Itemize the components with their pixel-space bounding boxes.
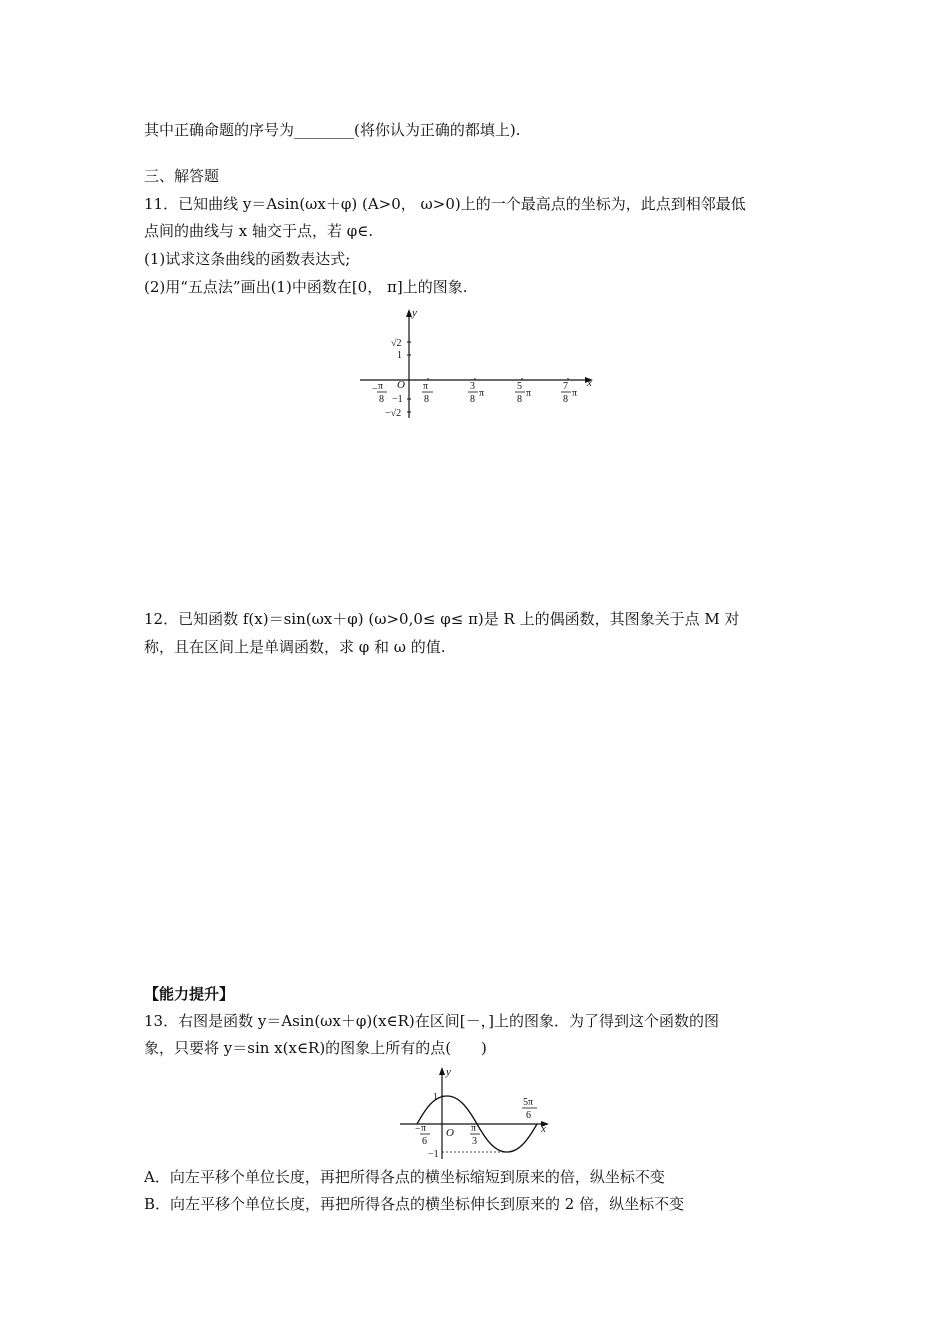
q13-line-1: 13．右图是函数 y＝Asin(ωx＋φ)(x∈R)在区间[－，]上的图象．为了得到这个函数的图 bbox=[144, 1012, 719, 1030]
q12-line-1: 12．已知函数 f(x)＝sin(ωx＋φ) (ω>0,0≤ φ≤ π)是 R 上的偶函数，其图象关于点 M 对 bbox=[144, 610, 740, 628]
x-tick-pi-8 bbox=[422, 378, 433, 405]
x-tick-5pi-8 bbox=[515, 378, 531, 405]
svg-text:π: π bbox=[479, 388, 485, 399]
q13-sine-figure bbox=[395, 1064, 565, 1164]
svg-text:3: 3 bbox=[470, 381, 475, 392]
svg-text:6: 6 bbox=[526, 1110, 531, 1121]
y-label-1: 1 bbox=[433, 1092, 438, 1103]
y-label-sqrt2: √2 bbox=[391, 338, 402, 349]
svg-text:π: π bbox=[572, 388, 578, 399]
svg-text:7: 7 bbox=[563, 381, 568, 392]
origin-label: O bbox=[397, 379, 405, 391]
svg-text:π: π bbox=[471, 1123, 477, 1134]
x-tick-3pi-8 bbox=[468, 378, 484, 405]
svg-text:8: 8 bbox=[563, 394, 568, 405]
svg-text:8: 8 bbox=[424, 394, 429, 405]
svg-text:π: π bbox=[423, 381, 429, 392]
x-axis-label: x bbox=[587, 377, 592, 389]
section-ability: 【能力提升】 bbox=[144, 985, 235, 1003]
svg-text:6: 6 bbox=[422, 1136, 427, 1147]
svg-text:−: − bbox=[372, 384, 378, 395]
y-axis-label: y bbox=[446, 1066, 451, 1078]
x-axis-label: x bbox=[541, 1123, 546, 1135]
origin-label: O bbox=[446, 1127, 454, 1139]
q12-line-2: 称，且在区间上是单调函数，求 φ 和 ω 的值. bbox=[144, 638, 446, 656]
y-axis-arrow bbox=[439, 1067, 445, 1075]
svg-text:8: 8 bbox=[517, 394, 522, 405]
svg-text:π: π bbox=[526, 388, 532, 399]
q13-line-2: 象，只要将 y＝sin x(x∈R)的图象上所有的点( ) bbox=[144, 1039, 487, 1057]
svg-text:5: 5 bbox=[517, 381, 522, 392]
x-tick-neg-pi-8 bbox=[372, 381, 387, 405]
section-heading: 三、解答题 bbox=[144, 167, 220, 185]
option-a: A．向左平移个单位长度，再把所得各点的横坐标缩短到原来的倍，纵坐标不变 bbox=[144, 1168, 665, 1186]
x-tick-neg-pi-6 bbox=[415, 1123, 430, 1147]
y-label-1: 1 bbox=[397, 350, 402, 361]
svg-text:8: 8 bbox=[379, 394, 384, 405]
svg-text:8: 8 bbox=[470, 394, 475, 405]
svg-text:3: 3 bbox=[472, 1136, 477, 1147]
svg-text:−: − bbox=[415, 1124, 421, 1135]
q11-line-4: (2)用“五点法”画出(1)中函数在[0， π]上的图象. bbox=[144, 278, 468, 296]
q11-line-1: 11．已知曲线 y＝Asin(ωx＋φ) (A>0， ω>0)上的一个最高点的坐标为，此点到相邻最低 bbox=[144, 195, 746, 213]
option-b: B．向左平移个单位长度，再把所得各点的横坐标伸长到原来的 2 倍，纵坐标不变 bbox=[144, 1195, 685, 1213]
q11-line-2: 点间的曲线与 x 轴交于点，若 φ∈. bbox=[144, 222, 374, 240]
y-label-neg-sqrt2: −√2 bbox=[385, 408, 402, 419]
y-label-neg1: −1 bbox=[428, 1149, 439, 1160]
x-tick-7pi-8 bbox=[561, 378, 577, 405]
q11-line-3: (1)试求这条曲线的函数表达式; bbox=[144, 250, 351, 268]
fill-blank-line: 其中正确命题的序号为________(将你认为正确的都填上). bbox=[144, 121, 521, 139]
svg-text:π: π bbox=[421, 1123, 427, 1134]
y-axis-label: y bbox=[412, 307, 417, 319]
x-tick-5pi-6 bbox=[522, 1097, 537, 1121]
q11-axes-figure bbox=[355, 306, 605, 426]
svg-text:5π: 5π bbox=[523, 1097, 534, 1108]
y-label-neg1: −1 bbox=[392, 394, 403, 405]
svg-text:π: π bbox=[378, 381, 384, 392]
